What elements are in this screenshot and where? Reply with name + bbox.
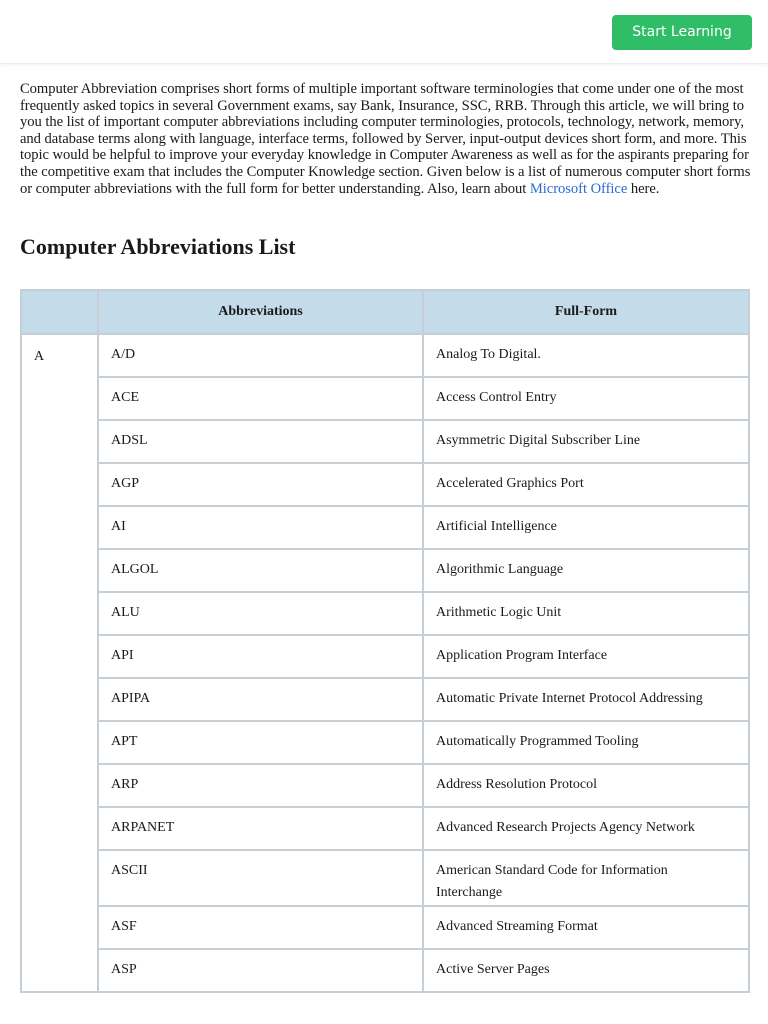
table-row [21, 764, 749, 807]
abbr-cell: AI [98, 506, 423, 549]
full-form-cell: Arithmetic Logic Unit [423, 592, 749, 635]
full-form-cell: Address Resolution Protocol [423, 764, 749, 807]
full-form-cell: Application Program Interface [423, 635, 749, 678]
full-form-cell: Artificial Intelligence [423, 506, 749, 549]
abbr-cell: ALGOL [98, 549, 423, 592]
abbr-cell: ARPANET [98, 807, 423, 850]
table-row [21, 678, 749, 721]
intro-text-end: here. [627, 180, 660, 197]
full-form-cell: Accelerated Graphics Port [423, 463, 749, 506]
microsoft-office-link[interactable]: Microsoft Office [529, 180, 628, 197]
header-group [21, 290, 98, 334]
intro-paragraph [20, 81, 752, 197]
table-row [21, 592, 749, 635]
abbr-cell: API [98, 635, 423, 678]
full-form-cell: Analog To Digital. [423, 334, 749, 377]
header-full-form: Full-Form [423, 290, 749, 334]
table-row [21, 506, 749, 549]
abbr-cell: ASP [98, 949, 423, 992]
table-row [21, 949, 749, 992]
abbr-cell: AGP [98, 463, 423, 506]
table-row [21, 463, 749, 506]
table-row [21, 721, 749, 764]
abbr-cell: ARP [98, 764, 423, 807]
table-row [21, 377, 749, 420]
table-row [21, 549, 749, 592]
full-form-cell: Active Server Pages [423, 949, 749, 992]
header-abbreviations: Abbreviations [98, 290, 423, 334]
intro-text: Computer Abbreviation comprises short forms of multiple important software terminologies that come under one of the most frequently asked topics in several Government exams, say Bank, Insurance, SSC, RRB. Through this article, we will bring to you the list of important computer abbreviations including computer terminologies, protocols, technology, network, memory, and database terms along with language, interface terms, followed by Server, input-output devices short form, and more. This topic would be helpful to improve your everyday knowledge in Computer Awareness as well as for the aspirants preparing for the competitive exam that includes the Computer Knowledge section. Given below is a list of numerous computer short forms or computer abbreviations with the full form for better understanding. Also, learn about [20, 81, 751, 197]
group-letter: A [21, 334, 98, 992]
abbr-cell: APIPA [98, 678, 423, 721]
table-row [21, 334, 749, 377]
full-form-cell: Asymmetric Digital Subscriber Line [423, 420, 749, 463]
abbr-cell: APT [98, 721, 423, 764]
table-row [21, 850, 749, 906]
full-form-cell: Access Control Entry [423, 377, 749, 420]
table-header-row [21, 290, 749, 334]
table-row [21, 807, 749, 850]
abbr-cell: ALU [98, 592, 423, 635]
table-row [21, 420, 749, 463]
full-form-cell: American Standard Code for Information Interchange [423, 850, 749, 906]
start-learning-button[interactable]: Start Learning [612, 15, 752, 50]
abbreviations-table [20, 289, 750, 993]
abbr-cell: ACE [98, 377, 423, 420]
top-bar [0, 0, 768, 64]
abbr-cell: ADSL [98, 420, 423, 463]
full-form-cell: Advanced Research Projects Agency Network [423, 807, 749, 850]
full-form-cell: Advanced Streaming Format [423, 906, 749, 949]
full-form-cell: Algorithmic Language [423, 549, 749, 592]
abbr-cell: ASCII [98, 850, 423, 906]
table-row [21, 906, 749, 949]
table-row [21, 635, 749, 678]
abbr-cell: A/D [98, 334, 423, 377]
full-form-cell: Automatic Private Internet Protocol Addressing [423, 678, 749, 721]
abbr-cell: ASF [98, 906, 423, 949]
section-heading: Computer Abbreviations List [20, 234, 296, 259]
full-form-cell: Automatically Programmed Tooling [423, 721, 749, 764]
